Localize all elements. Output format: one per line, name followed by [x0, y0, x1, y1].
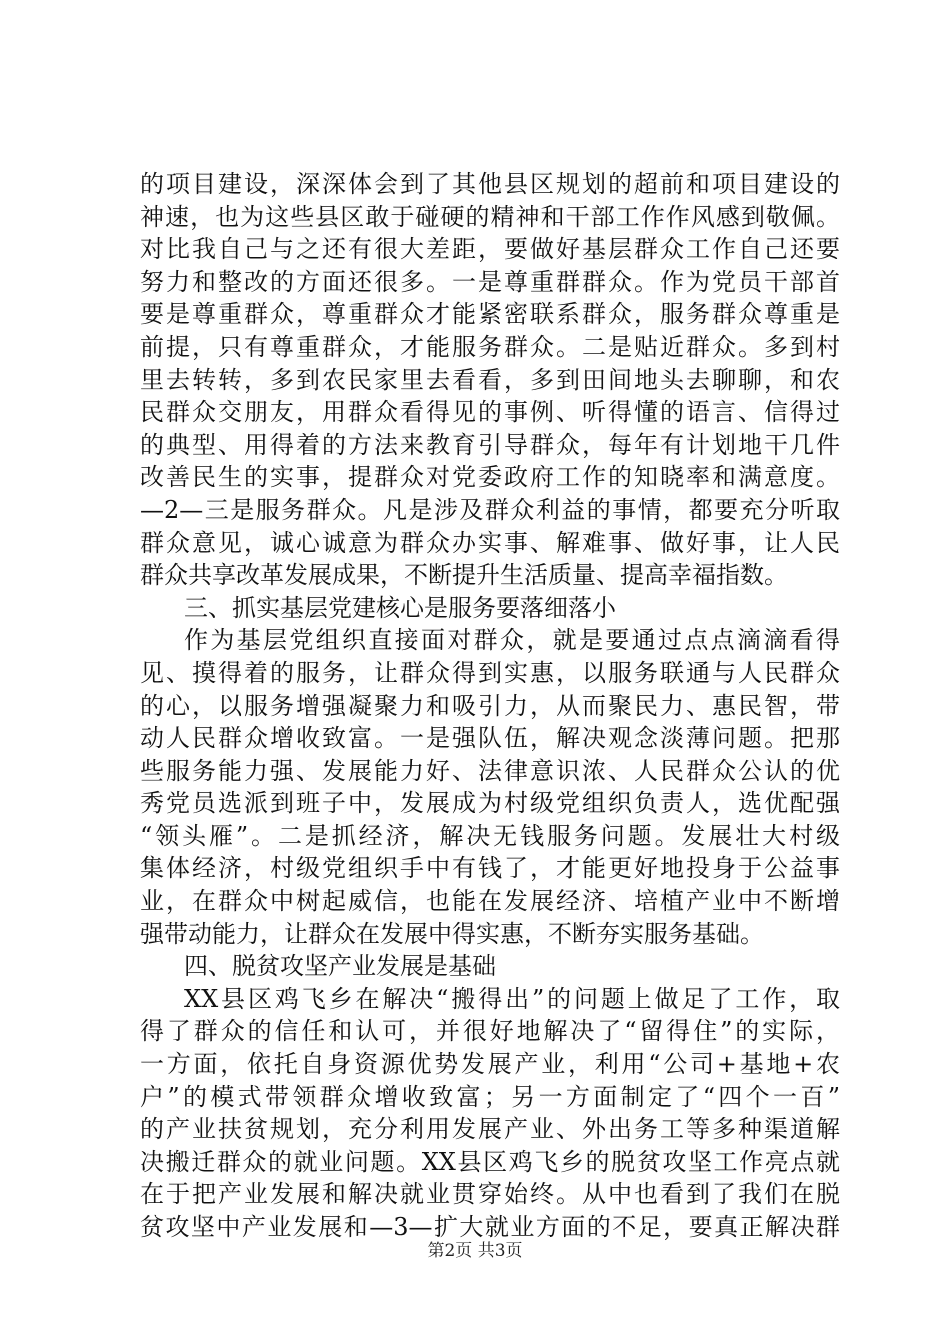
- text-line: 的心，以服务增强凝聚力和吸引力，从而聚民力、惠民智，带: [140, 691, 840, 720]
- page-footer: [0, 1240, 950, 1262]
- text-line: 集体经济，村级党组织手中有钱了，才能更好地投身于公益事: [140, 854, 840, 883]
- page-indicator: 第2页 共3页: [427, 1241, 523, 1261]
- text-line: “领头雁”。二是抓经济，解决无钱服务问题。发展壮大村级: [140, 821, 840, 850]
- text-line: 贫攻坚中产业发展和—3—扩大就业方面的不足，要真正解决群: [140, 1213, 840, 1241]
- text-line: 前提，只有尊重群众，才能服务群众。二是贴近群众。多到村: [140, 332, 840, 361]
- text-line: 的项目建设，深深体会到了其他县区规划的超前和项目建设的: [140, 170, 840, 198]
- text-line: 群众共享改革发展成果，不断提升生活质量、提高幸福指数。: [140, 561, 788, 590]
- text-line: 动人民群众增收致富。一是强队伍，解决观念淡薄问题。把那: [140, 724, 840, 753]
- text-line: —2—三是服务群众。凡是涉及群众利益的事情，都要充分听取: [140, 495, 840, 524]
- text-line: 一方面，依托自身资源优势发展产业，利用“公司+基地+农: [140, 1050, 840, 1079]
- text-line: 神速，也为这些县区敢于碰硬的精神和干部工作作风感到敬佩。: [140, 202, 840, 231]
- document-body: [140, 168, 840, 1244]
- section-heading: 四、脱贫攻坚产业发展是基础: [184, 952, 496, 981]
- text-line: 群众意见，诚心诚意为群众办实事、解难事、做好事，让人民: [140, 528, 840, 557]
- text-line: 在于把产业发展和解决就业贯穿始终。从中也看到了我们在脱: [140, 1180, 840, 1209]
- text-line: 户”的模式带领群众增收致富；另一方面制定了“四个一百”: [140, 1082, 840, 1111]
- text-line: 里去转转，多到农民家里去看看，多到田间地头去聊聊，和农: [140, 365, 840, 394]
- text-line: 民群众交朋友，用群众看得见的事例、听得懂的语言、信得过: [140, 398, 840, 427]
- text-line: 些服务能力强、发展能力好、法律意识浓、人民群众公认的优: [140, 756, 840, 785]
- text-line: XX县区鸡飞乡在解决“搬得出”的问题上做足了工作，取: [184, 984, 840, 1013]
- text-line: 秀党员选派到班子中，发展成为村级党组织负责人，选优配强: [140, 789, 840, 818]
- text-line: 的典型、用得着的方法来教育引导群众，每年有计划地干几件: [140, 430, 840, 459]
- text-line: 的产业扶贫规划，充分利用发展产业、外出务工等多种渠道解: [140, 1115, 840, 1144]
- text-line: 强带动能力，让群众在发展中得实惠，不断夯实服务基础。: [140, 919, 764, 948]
- text-line: 要是尊重群众，尊重群众才能紧密联系群众，服务群众尊重是: [140, 300, 840, 329]
- text-line: 改善民生的实事，提群众对党委政府工作的知晓率和满意度。: [140, 463, 840, 492]
- text-line: 决搬迁群众的就业问题。XX县区鸡飞乡的脱贫攻坚工作亮点就: [140, 1147, 840, 1176]
- text-line: 努力和整改的方面还很多。一是尊重群群众。作为党员干部首: [140, 267, 840, 296]
- text-line: 见、摸得着的服务，让群众得到实惠，以服务联通与人民群众: [140, 658, 840, 687]
- text-line: 业，在群众中树起威信，也能在发展经济、培植产业中不断增: [140, 887, 840, 916]
- text-line: 作为基层党组织直接面对群众，就是要通过点点滴滴看得: [184, 626, 840, 655]
- text-line: 对比我自己与之还有很大差距，要做好基层群众工作自己还要: [140, 235, 840, 264]
- section-heading: 三、抓实基层党建核心是服务要落细落小: [184, 593, 616, 622]
- text-line: 得了群众的信任和认可，并很好地解决了“留得住”的实际，: [140, 1017, 840, 1046]
